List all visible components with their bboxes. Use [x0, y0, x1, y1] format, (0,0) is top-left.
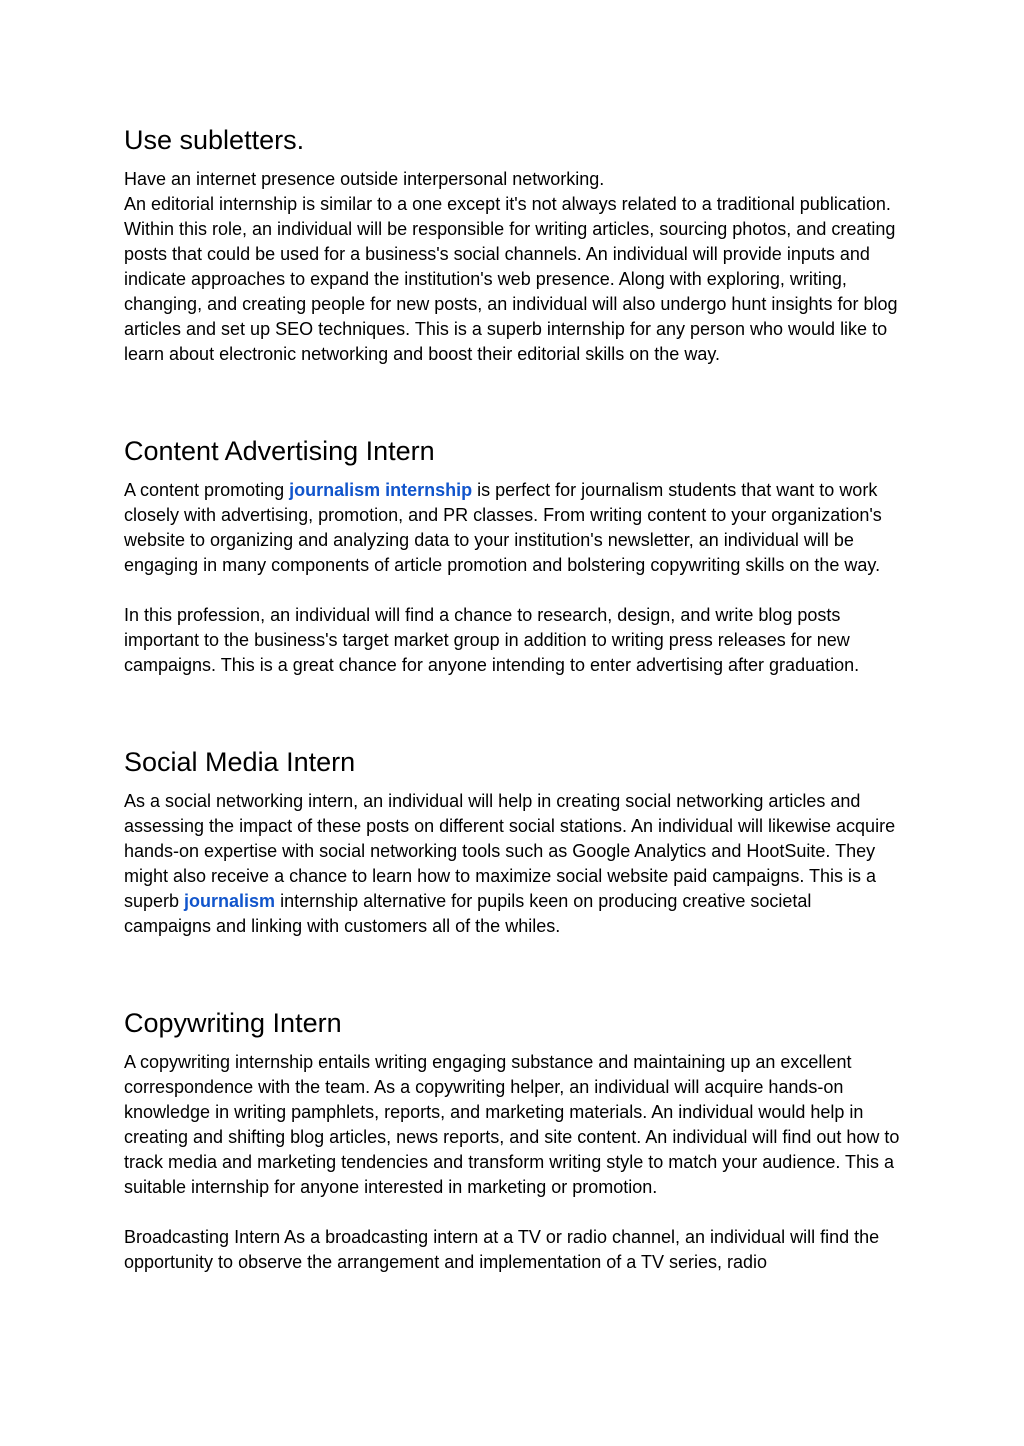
paragraph: A copywriting internship entails writing engaging substance and maintaining up an excellent correspondence with the team. As a copywriting helper, an individual will acquire hands-on knowledge in writing pamphlets, reports, and marketing materials. An individual would help in creating and shifting blog articles, news reports, and site content. An individual will find out how to track media and marketing tendencies and transform writing style to match your audience. This a suitable internship for anyone interested in marketing or promotion. [124, 1052, 900, 1197]
journalism-link[interactable]: journalism [184, 891, 276, 911]
journalism-internship-link[interactable]: journalism internship [289, 480, 473, 500]
section-heading: Content Advertising Intern [124, 436, 435, 466]
section-heading: Social Media Intern [124, 747, 356, 777]
section-content-advertising-intern [124, 433, 900, 678]
paragraph: In this profession, an individual will find a chance to research, design, and write blog posts important to the business's target market group in addition to writing press releases for new campaigns. This is a great chance for anyone intending to enter advertising after graduation. [124, 605, 860, 675]
paragraph [124, 478, 900, 578]
paragraph: Broadcasting Intern As a broadcasting intern at a TV or radio channel, an individual will find the opportunity to observe the arrangement and implementation of a TV series, radio [124, 1227, 880, 1272]
section-copywriting-intern [124, 1005, 900, 1275]
paragraph-text: A content promoting [124, 480, 290, 500]
paragraph-text: is perfect for journalism students that want to work closely with advertising, promotion, and PR classes. From writing content to your organization's website to organizing and analyzing data to your institution's newsletter, an individual will be engaging in many components of article promotion and bolstering copywriting skills on the way. [124, 480, 882, 575]
paragraph-text: internship alternative for pupils keen on producing creative societal campaigns and linking with customers all of the whiles. [124, 891, 812, 936]
section-heading: Use subletters. [124, 125, 305, 155]
paragraph-text: As a social networking intern, an individual will help in creating social networking articles and assessing the impact of these posts on different social stations. An individual will likewise acquire hands-on expertise with social networking tools such as Google Analytics and HootSuite. They might also receive a chance to learn how to maximize social website paid campaigns. This is a superb [124, 791, 896, 911]
section-social-media-intern [124, 744, 900, 939]
paragraph: An editorial internship is similar to a one except it's not always related to a traditional publication. Within this role, an individual will be responsible for writing articles, sourcing photos, and creating posts that could be used for a business's social channels. An individual will provide inputs and indicate approaches to expand the institution's web presence. Along with exploring, writing, changing, and creating people for new posts, an individual will also undergo hunt insights for blog articles and set up SEO techniques. This is a superb internship for any person who would like to learn about electronic networking and boost their editorial skills on the way. [124, 194, 898, 364]
paragraph: Have an internet presence outside interpersonal networking. [124, 169, 605, 189]
section-use-subletters [124, 122, 900, 367]
section-heading: Copywriting Intern [124, 1008, 342, 1038]
paragraph [124, 789, 900, 939]
